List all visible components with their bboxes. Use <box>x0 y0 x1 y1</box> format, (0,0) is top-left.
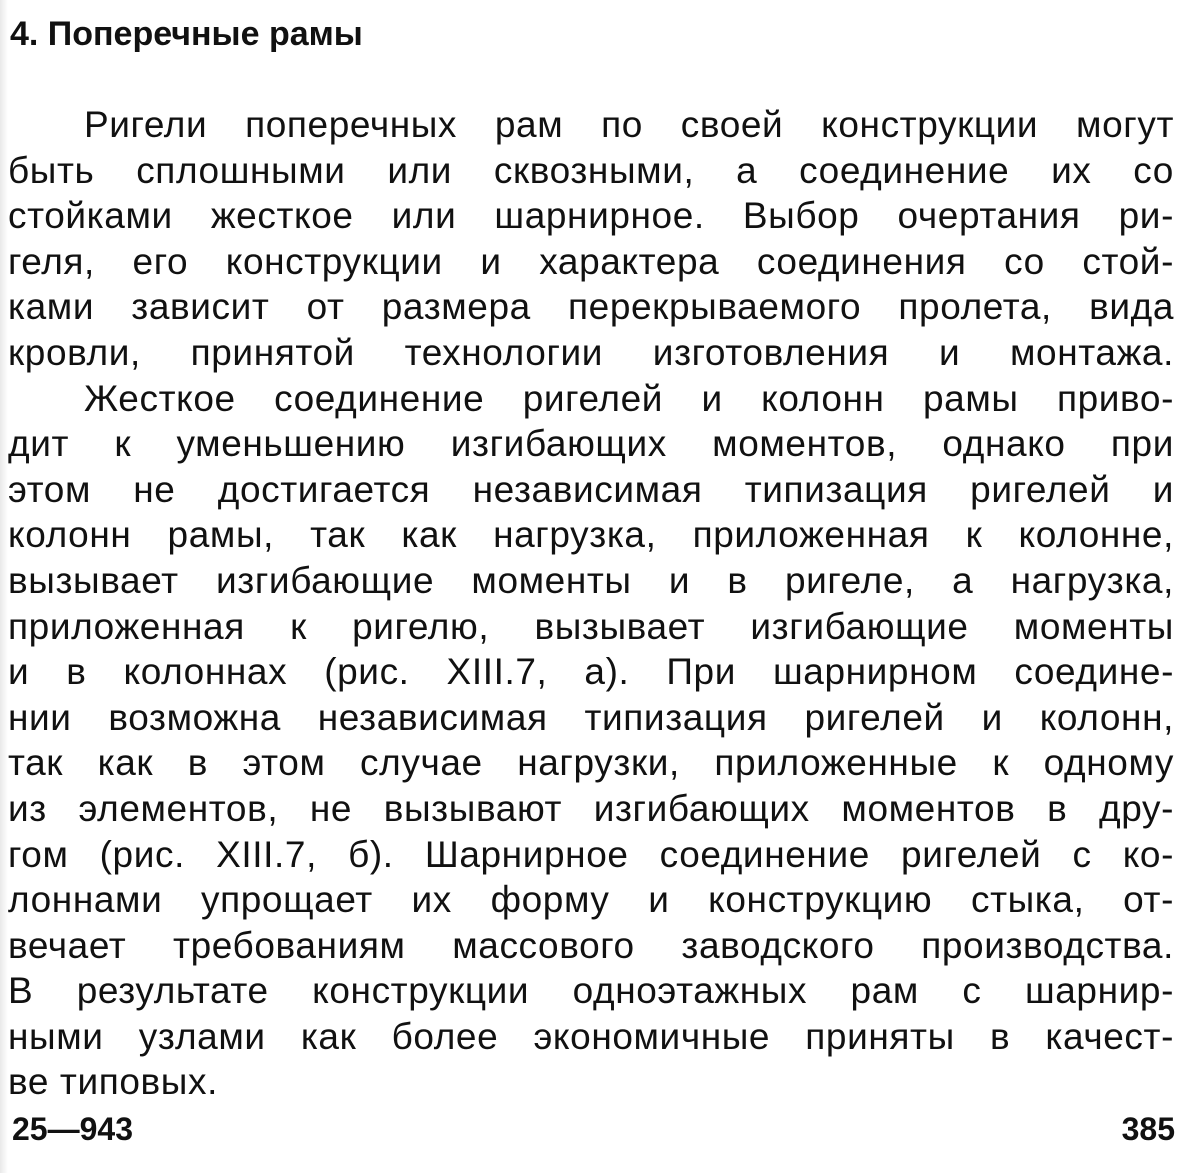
text-line: гом (рис. XIII.7, б). Шарнирное соединение ригелей с ко- <box>8 833 1174 875</box>
text-line: так как в этом случае нагрузки, приложенные к одному <box>8 742 1174 784</box>
text-line: Жесткое соединение ригелей и колонн рамы приво- <box>84 377 1174 419</box>
text-line: кровли, принятой технологии изготовления и монтажа. <box>8 331 1174 373</box>
text-line: вечает требованиям массового заводского производства. <box>8 924 1174 966</box>
text-line: из элементов, не вызывают изгибающих моментов в дру- <box>8 787 1174 829</box>
scan-edge-shadow <box>0 0 8 1173</box>
text-line: ными узлами как более экономичные приняты в качест- <box>8 1015 1174 1057</box>
text-line: лоннами упрощает их форму и конструкцию стыка, от- <box>8 879 1174 921</box>
text-line: ками зависит от размера перекрываемого пролета, вида <box>8 286 1174 328</box>
text-line: приложенная к ригелю, вызывает изгибающие моменты <box>8 605 1174 647</box>
text-line: геля, его конструкции и характера соединения со стой- <box>8 240 1174 282</box>
text-line: нии возможна независимая типизация ригелей и колонн, <box>8 696 1174 738</box>
text-line: стойками жесткое или шарнирное. Выбор очертания ри- <box>8 195 1174 237</box>
text-line: Ригели поперечных рам по своей конструкции могут <box>84 104 1174 145</box>
page-number: 385 <box>1121 1111 1175 1147</box>
body-text <box>8 102 1174 1105</box>
text-line: дит к уменьшению изгибающих моментов, однако при <box>8 423 1174 465</box>
text-line: вызывает изгибающие моменты и в ригеле, а нагрузка, <box>8 559 1174 601</box>
text-line: этом не достигается независимая типизация ригелей и <box>8 468 1174 510</box>
paragraph-2 <box>8 376 1174 1106</box>
section-title: 4. Поперечные рамы <box>10 15 363 53</box>
text-line: и в колоннах (рис. XIII.7, а). При шарнирном соедине- <box>8 651 1174 693</box>
text-line: быть сплошными или сквозными, а соединение их со <box>8 149 1174 191</box>
paragraph-1 <box>8 102 1174 376</box>
text-line: В результате конструкции одноэтажных рам с шарнир- <box>8 970 1174 1012</box>
printer-signature: 25—943 <box>12 1111 133 1147</box>
text-line: колонн рамы, так как нагрузка, приложенная к колонне, <box>8 514 1174 556</box>
text-line: ве типовых. <box>8 1061 218 1103</box>
